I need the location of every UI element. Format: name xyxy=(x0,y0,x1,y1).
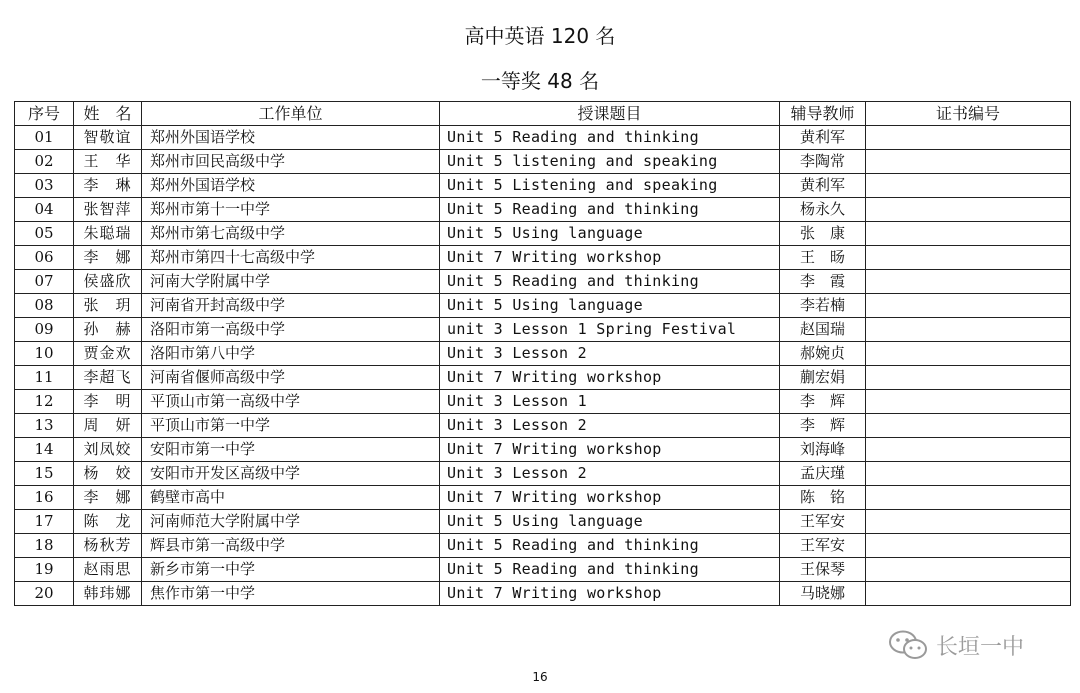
header-topic: 授课题目 xyxy=(440,102,780,126)
cell-teacher: 王 旸 xyxy=(780,246,866,270)
header-no: 序号 xyxy=(15,102,74,126)
cell-name: 王 华 xyxy=(74,150,142,174)
cell-name: 朱聪瑞 xyxy=(74,222,142,246)
cell-no: 18 xyxy=(15,534,74,558)
cell-no: 17 xyxy=(15,510,74,534)
cell-no: 20 xyxy=(15,582,74,606)
cell-unit: 河南省偃师高级中学 xyxy=(142,366,440,390)
cell-name: 韩玮娜 xyxy=(74,582,142,606)
cell-unit: 郑州市第十一中学 xyxy=(142,198,440,222)
table-row xyxy=(15,582,1071,606)
cell-teacher: 李若楠 xyxy=(780,294,866,318)
cell-teacher: 赵国瑞 xyxy=(780,318,866,342)
cell-no: 08 xyxy=(15,294,74,318)
cell-no: 10 xyxy=(15,342,74,366)
cell-unit: 郑州外国语学校 xyxy=(142,174,440,198)
cell-topic: Unit 7 Writing workshop xyxy=(440,582,780,606)
cell-topic: Unit 5 Reading and thinking xyxy=(440,126,780,150)
table-row xyxy=(15,342,1071,366)
cell-topic: Unit 5 Reading and thinking xyxy=(440,270,780,294)
cell-topic: unit 3 Lesson 1 Spring Festival xyxy=(440,318,780,342)
table-row xyxy=(15,366,1071,390)
header-name: 姓 名 xyxy=(74,102,142,126)
cell-cert xyxy=(866,534,1071,558)
table-row xyxy=(15,294,1071,318)
cell-cert xyxy=(866,342,1071,366)
table-row xyxy=(15,462,1071,486)
cell-topic: Unit 5 Using language xyxy=(440,294,780,318)
cell-unit: 洛阳市第一高级中学 xyxy=(142,318,440,342)
award-subtitle: 一等奖 48 名 xyxy=(480,69,600,93)
cell-name: 杨秋芳 xyxy=(74,534,142,558)
cell-no: 11 xyxy=(15,366,74,390)
cell-unit: 辉县市第一高级中学 xyxy=(142,534,440,558)
table-row xyxy=(15,270,1071,294)
cell-cert xyxy=(866,246,1071,270)
cell-no: 09 xyxy=(15,318,74,342)
cell-no: 15 xyxy=(15,462,74,486)
cell-no: 06 xyxy=(15,246,74,270)
cell-teacher: 王军安 xyxy=(780,534,866,558)
cell-name: 侯盛欣 xyxy=(74,270,142,294)
cell-name: 李超飞 xyxy=(74,366,142,390)
cell-no: 07 xyxy=(15,270,74,294)
cell-name: 李 娜 xyxy=(74,486,142,510)
cell-no: 19 xyxy=(15,558,74,582)
table-row xyxy=(15,126,1071,150)
table-row xyxy=(15,438,1071,462)
page-title: 高中英语 120 名 xyxy=(464,24,616,48)
cell-unit: 鹤壁市高中 xyxy=(142,486,440,510)
cell-unit: 河南大学附属中学 xyxy=(142,270,440,294)
table-row xyxy=(15,510,1071,534)
table-row xyxy=(15,414,1071,438)
cell-topic: Unit 5 Using language xyxy=(440,510,780,534)
table-row xyxy=(15,222,1071,246)
cell-topic: Unit 3 Lesson 2 xyxy=(440,462,780,486)
header-cert: 证书编号 xyxy=(866,102,1071,126)
cell-teacher: 杨永久 xyxy=(780,198,866,222)
cell-no: 14 xyxy=(15,438,74,462)
header-teacher: 辅导教师 xyxy=(780,102,866,126)
cell-name: 智敬谊 xyxy=(74,126,142,150)
cell-name: 杨 姣 xyxy=(74,462,142,486)
table-row xyxy=(15,390,1071,414)
cell-topic: Unit 5 Listening and speaking xyxy=(440,174,780,198)
cell-teacher: 王军安 xyxy=(780,510,866,534)
cell-topic: Unit 5 listening and speaking xyxy=(440,150,780,174)
cell-teacher: 王保琴 xyxy=(780,558,866,582)
table-row xyxy=(15,150,1071,174)
cell-topic: Unit 7 Writing workshop xyxy=(440,486,780,510)
cell-cert xyxy=(866,294,1071,318)
cell-name: 陈 龙 xyxy=(74,510,142,534)
cell-no: 13 xyxy=(15,414,74,438)
cell-cert xyxy=(866,366,1071,390)
cell-teacher: 蒯宏娟 xyxy=(780,366,866,390)
cell-teacher: 陈 铭 xyxy=(780,486,866,510)
cell-name: 张智萍 xyxy=(74,198,142,222)
cell-cert xyxy=(866,510,1071,534)
table-row xyxy=(15,246,1071,270)
cell-name: 李 琳 xyxy=(74,174,142,198)
cell-teacher: 马晓娜 xyxy=(780,582,866,606)
table-row xyxy=(15,174,1071,198)
cell-unit: 新乡市第一中学 xyxy=(142,558,440,582)
cell-topic: Unit 3 Lesson 2 xyxy=(440,414,780,438)
cell-no: 02 xyxy=(15,150,74,174)
cell-topic: Unit 7 Writing workshop xyxy=(440,246,780,270)
cell-name: 周 妍 xyxy=(74,414,142,438)
cell-name: 孙 赫 xyxy=(74,318,142,342)
cell-topic: Unit 7 Writing workshop xyxy=(440,366,780,390)
cell-topic: Unit 5 Reading and thinking xyxy=(440,558,780,582)
cell-topic: Unit 5 Reading and thinking xyxy=(440,198,780,222)
cell-unit: 郑州市第七高级中学 xyxy=(142,222,440,246)
cell-name: 李 明 xyxy=(74,390,142,414)
cell-unit: 安阳市第一中学 xyxy=(142,438,440,462)
cell-topic: Unit 3 Lesson 1 xyxy=(440,390,780,414)
table-row xyxy=(15,318,1071,342)
cell-cert xyxy=(866,414,1071,438)
cell-unit: 平顶山市第一中学 xyxy=(142,414,440,438)
table-header-row xyxy=(15,102,1071,126)
table-row xyxy=(15,534,1071,558)
cell-cert xyxy=(866,558,1071,582)
cell-teacher: 刘海峰 xyxy=(780,438,866,462)
page-number: 16 xyxy=(532,670,548,684)
cell-cert xyxy=(866,222,1071,246)
cell-no: 01 xyxy=(15,126,74,150)
cell-no: 04 xyxy=(15,198,74,222)
cell-teacher: 黄利军 xyxy=(780,174,866,198)
table-row xyxy=(15,198,1071,222)
table-body xyxy=(15,126,1071,606)
cell-unit: 焦作市第一中学 xyxy=(142,582,440,606)
cell-name: 贾金欢 xyxy=(74,342,142,366)
cell-unit: 安阳市开发区高级中学 xyxy=(142,462,440,486)
cell-teacher: 李 辉 xyxy=(780,414,866,438)
watermark-text: 长垣一中 xyxy=(936,634,1025,660)
cell-cert xyxy=(866,126,1071,150)
cell-unit: 洛阳市第八中学 xyxy=(142,342,440,366)
cell-topic: Unit 3 Lesson 2 xyxy=(440,342,780,366)
cell-topic: Unit 5 Using language xyxy=(440,222,780,246)
cell-cert xyxy=(866,318,1071,342)
table-row xyxy=(15,486,1071,510)
cell-cert xyxy=(866,438,1071,462)
cell-unit: 郑州市第四十七高级中学 xyxy=(142,246,440,270)
cell-teacher: 郝婉贞 xyxy=(780,342,866,366)
cell-unit: 郑州市回民高级中学 xyxy=(142,150,440,174)
cell-teacher: 李 霞 xyxy=(780,270,866,294)
wechat-icon xyxy=(888,629,928,661)
watermark xyxy=(888,625,1024,665)
cell-unit: 平顶山市第一高级中学 xyxy=(142,390,440,414)
cell-no: 05 xyxy=(15,222,74,246)
cell-cert xyxy=(866,150,1071,174)
cell-unit: 郑州外国语学校 xyxy=(142,126,440,150)
cell-topic: Unit 7 Writing workshop xyxy=(440,438,780,462)
cell-cert xyxy=(866,390,1071,414)
cell-teacher: 李陶常 xyxy=(780,150,866,174)
cell-cert xyxy=(866,174,1071,198)
table-row xyxy=(15,558,1071,582)
cell-cert xyxy=(866,486,1071,510)
cell-name: 李 娜 xyxy=(74,246,142,270)
cell-cert xyxy=(866,462,1071,486)
cell-topic: Unit 5 Reading and thinking xyxy=(440,534,780,558)
cell-teacher: 黄利军 xyxy=(780,126,866,150)
cell-name: 张 玥 xyxy=(74,294,142,318)
cell-teacher: 张 康 xyxy=(780,222,866,246)
cell-unit: 河南省开封高级中学 xyxy=(142,294,440,318)
cell-name: 赵雨思 xyxy=(74,558,142,582)
cell-no: 03 xyxy=(15,174,74,198)
cell-unit: 河南师范大学附属中学 xyxy=(142,510,440,534)
header-unit: 工作单位 xyxy=(142,102,440,126)
cell-teacher: 李 辉 xyxy=(780,390,866,414)
cell-cert xyxy=(866,198,1071,222)
cell-name: 刘凤姣 xyxy=(74,438,142,462)
cell-no: 16 xyxy=(15,486,74,510)
cell-no: 12 xyxy=(15,390,74,414)
cell-teacher: 孟庆瑾 xyxy=(780,462,866,486)
cell-cert xyxy=(866,270,1071,294)
cell-cert xyxy=(866,582,1071,606)
award-table xyxy=(14,101,1071,606)
